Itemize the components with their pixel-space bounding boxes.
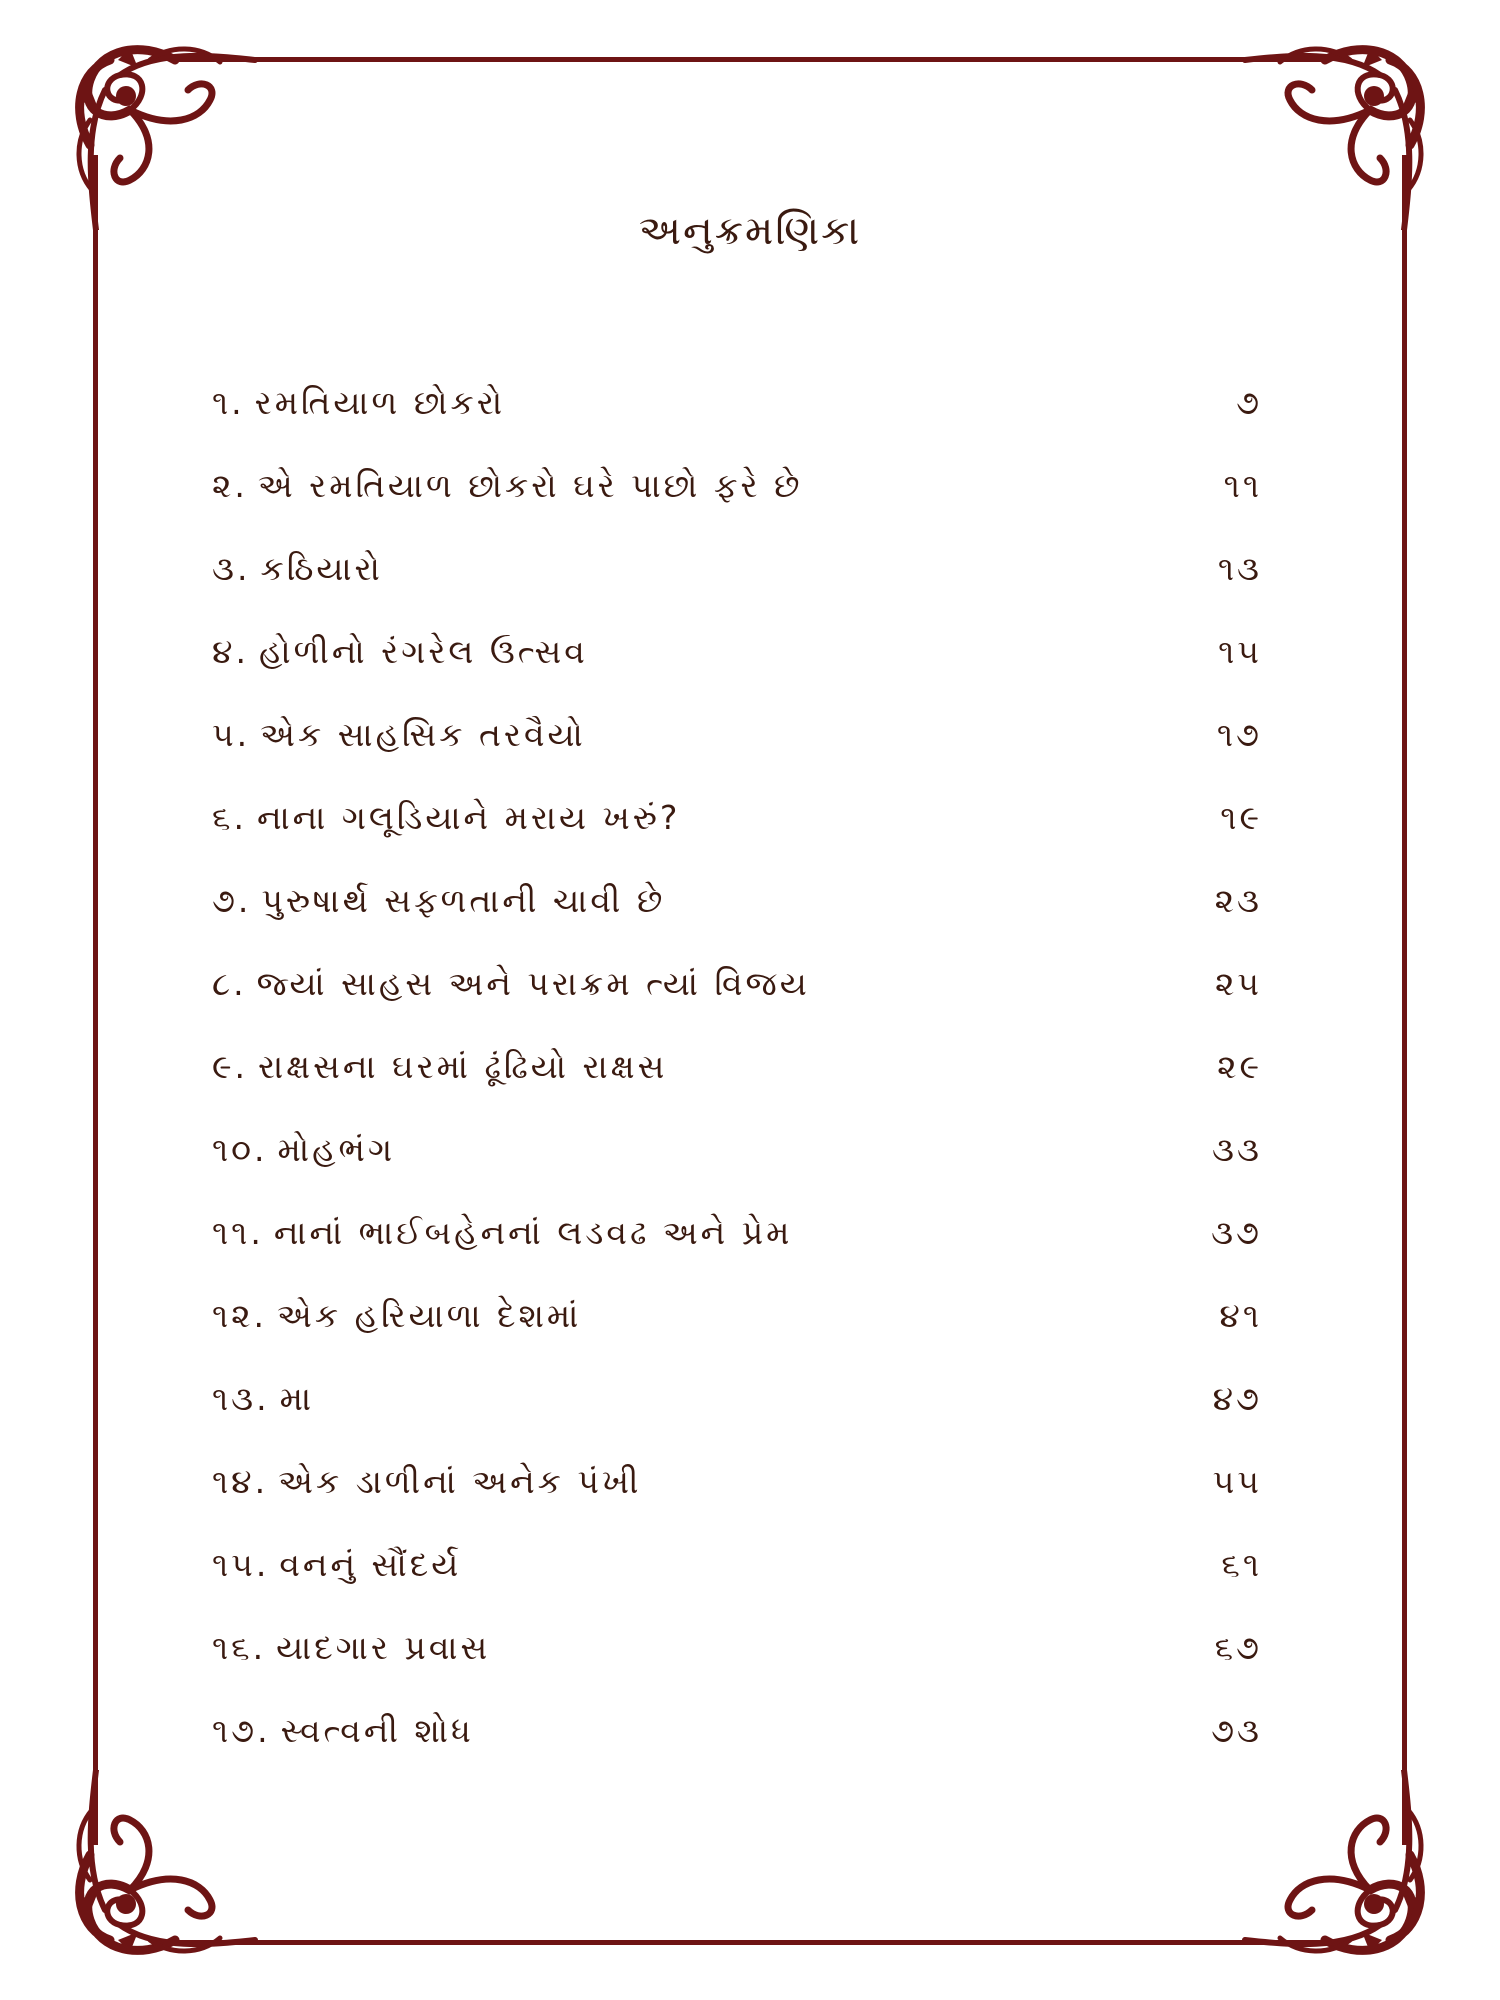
toc-row — [212, 1042, 1262, 1125]
ribbon-corner-bottom-right-icon — [1240, 1770, 1440, 1970]
toc-title: એક ડાળીનાં અનેક પંખી — [278, 1462, 642, 1501]
toc-title: એક સાહસિક તરવૈયો — [260, 715, 586, 754]
toc-row — [212, 1623, 1262, 1706]
border-top — [175, 57, 1325, 62]
page-title: અનુક્રમણિકા — [638, 208, 862, 254]
toc-number: ૫. — [212, 715, 251, 754]
toc-number: ૨. — [212, 466, 248, 505]
ribbon-corner-bottom-left-icon — [60, 1770, 260, 1970]
toc-number: ૧. — [212, 383, 245, 422]
toc-row — [212, 544, 1262, 627]
toc-row — [212, 793, 1262, 876]
toc-title: યાદગાર પ્રવાસ — [276, 1628, 491, 1667]
toc-title: હોળીનો રંગરેલ ઉત્સવ — [258, 632, 588, 671]
toc-title: રમતિયાળ છોકરો — [254, 383, 506, 422]
toc-title: એ રમતિયાળ છોકરો ઘરે પાછો ફરે છે — [257, 466, 803, 505]
toc-number: ૬. — [212, 798, 247, 837]
table-of-contents — [212, 378, 1262, 1789]
toc-page-number: ૧૭ — [1216, 715, 1262, 754]
toc-page-number: ૩૭ — [1211, 1213, 1262, 1252]
toc-number: ૯. — [212, 1047, 249, 1086]
border-left — [93, 155, 98, 1845]
toc-page-number: ૫૫ — [1212, 1462, 1262, 1501]
toc-row — [212, 959, 1262, 1042]
toc-page-number: ૧૩ — [1217, 549, 1262, 588]
toc-page-number: ૪૧ — [1219, 1296, 1262, 1335]
toc-title: નાના ગલૂડિયાને મરાય ખરું? — [256, 798, 681, 837]
toc-title: નાનાં ભાઈબહેનનાં લડવઢ અને પ્રેમ — [273, 1213, 793, 1252]
toc-page-number: ૧૧ — [1223, 466, 1262, 505]
toc-number: ૧૫. — [212, 1545, 270, 1584]
toc-title: જ્યાં સાહસ અને પરાક્રમ ત્યાં વિજય — [256, 964, 810, 1003]
toc-row — [212, 461, 1262, 544]
ribbon-corner-top-right-icon — [1240, 30, 1440, 230]
toc-page-number: ૧૯ — [1220, 798, 1262, 837]
toc-row — [212, 876, 1262, 959]
toc-number: ૭. — [212, 881, 252, 920]
toc-number: ૧૩. — [212, 1379, 270, 1418]
toc-number: ૮. — [212, 964, 247, 1003]
toc-number: ૧૪. — [212, 1462, 269, 1501]
border-bottom — [175, 1940, 1325, 1945]
toc-page-number: ૨૫ — [1214, 964, 1262, 1003]
toc-row — [212, 1706, 1262, 1789]
toc-row — [212, 1540, 1262, 1623]
toc-row — [212, 378, 1262, 461]
toc-title: સ્વત્વની શોધ — [280, 1711, 474, 1750]
toc-page-number: ૭૩ — [1211, 1711, 1262, 1750]
toc-row — [212, 1374, 1262, 1457]
toc-title: એક હરિયાળા દેશમાં — [277, 1296, 582, 1335]
toc-number: ૪. — [212, 632, 249, 671]
toc-title: પુરુષાર્થ સફળતાની ચાવી છે — [261, 881, 666, 920]
toc-page-number: ૨૩ — [1214, 881, 1262, 920]
toc-page-number: ૭ — [1236, 383, 1262, 422]
toc-number: ૧૨. — [212, 1296, 268, 1335]
toc-row — [212, 627, 1262, 710]
toc-page-number: ૬૭ — [1214, 1628, 1262, 1667]
toc-title: મોહભંગ — [277, 1130, 396, 1169]
toc-page-number: ૧૫ — [1218, 632, 1262, 671]
toc-page-number: ૩૩ — [1212, 1130, 1262, 1169]
toc-row — [212, 1291, 1262, 1374]
toc-title: કઠિયારો — [260, 549, 383, 588]
toc-number: ૧૬. — [212, 1628, 267, 1667]
toc-number: ૧૧. — [212, 1213, 264, 1252]
toc-row — [212, 1208, 1262, 1291]
toc-row — [212, 1457, 1262, 1540]
toc-page-number: ૨૯ — [1217, 1047, 1262, 1086]
toc-page-number: ૪૭ — [1212, 1379, 1262, 1418]
toc-number: ૧૦. — [212, 1130, 268, 1169]
toc-page-number: ૬૧ — [1221, 1545, 1262, 1584]
toc-title: મા — [279, 1379, 315, 1418]
ribbon-corner-top-left-icon — [60, 30, 260, 230]
toc-title: રાક્ષસના ઘરમાં ઢૂંઢિયો રાક્ષસ — [258, 1047, 668, 1086]
toc-title: વનનું સૌંદર્ય — [279, 1545, 462, 1584]
border-right — [1402, 155, 1407, 1845]
toc-number: ૧૭. — [212, 1711, 271, 1750]
toc-row — [212, 1125, 1262, 1208]
toc-row — [212, 710, 1262, 793]
toc-number: ૩. — [212, 549, 251, 588]
